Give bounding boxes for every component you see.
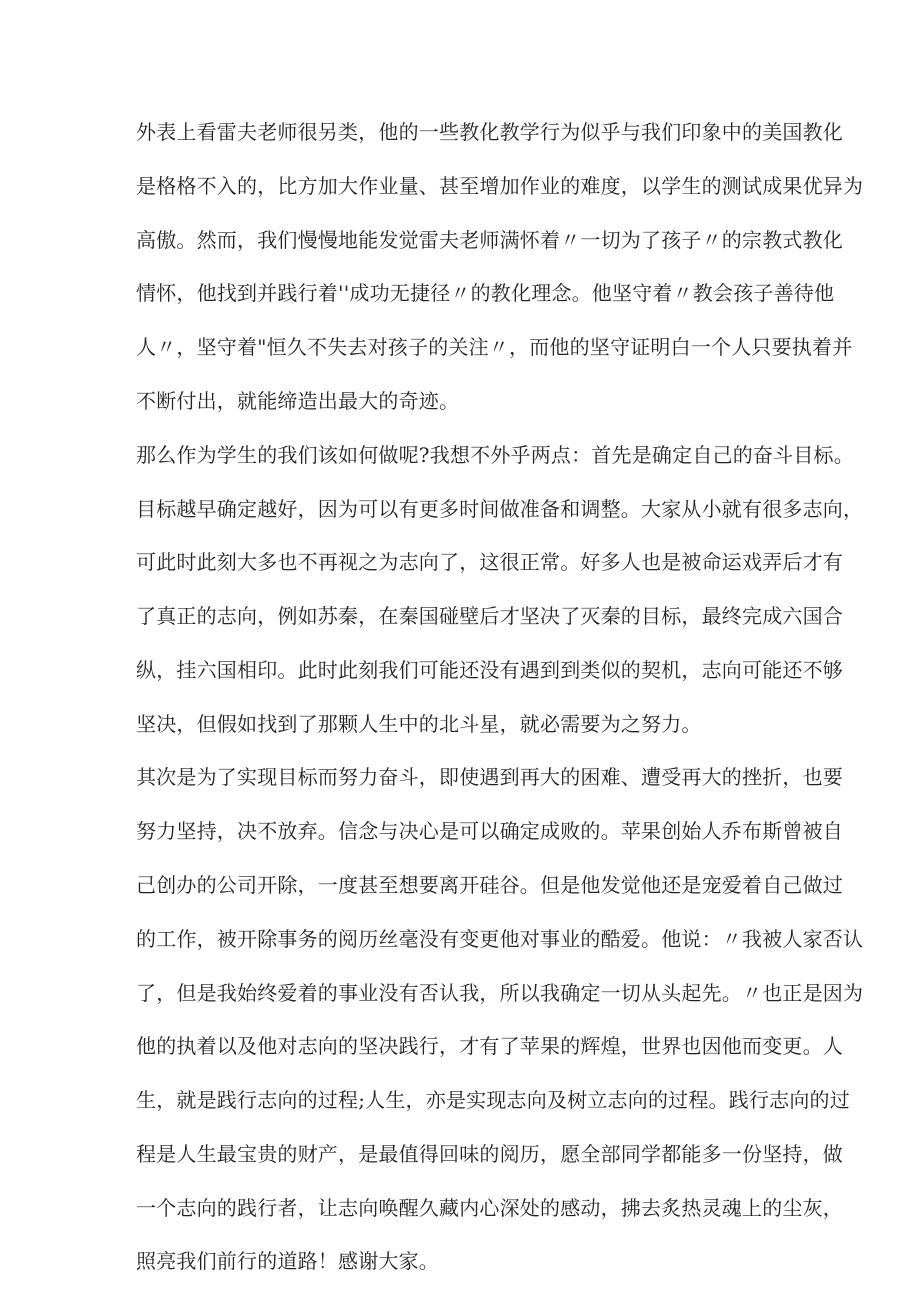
text-line: 目标越早确定越好，因为可以有更多时间做准备和调整。大家从小就有很多志向，: [136, 497, 864, 521]
text-line: 程是人生最宝贵的财产，是最值得回味的阅历，愿全部同学都能多一份坚持，做: [136, 1142, 843, 1166]
text-line: 一个志向的践行者，让志向唤醒久藏内心深处的感动，拂去炙热灵魂上的尘灰，: [136, 1196, 843, 1220]
text-line: 那么作为学生的我们该如何做呢?我想不外乎两点：首先是确定自己的奋斗目标。: [136, 443, 854, 467]
text-line: 了，但是我始终爱着的事业没有否认我，所以我确定一切从头起先。〃也正是因为: [136, 981, 864, 1005]
text-line: 其次是为了实现目标而努力奋斗，即使遇到再大的困难、遭受再大的挫折，也要: [136, 765, 843, 789]
text-line: 外表上看雷夫老师很另类，他的一些教化教学行为似乎与我们印象中的美国教化: [136, 120, 843, 144]
text-line: 情怀，他找到并践行着''成功无捷径〃的教化理念。他坚守着〃教会孩子善待他: [136, 281, 835, 305]
text-line: 高傲。然而，我们慢慢地能发觉雷夫老师满怀着〃一切为了孩子〃的宗教式教化: [136, 228, 843, 252]
text-line: 的工作，被开除事务的阅历丝毫没有变更他对事业的酷爱。他说：〃我被人家否认: [136, 927, 864, 951]
text-line: 不断付出，就能缔造出最大的奇迹。: [136, 389, 460, 413]
text-line: 人〃，坚守着"恒久不失去对孩子的关注〃，而他的坚守证明白一个人只要执着并: [136, 335, 853, 359]
text-line: 努力坚持，决不放弃。信念与决心是可以确定成败的。苹果创始人乔布斯曾被自: [136, 819, 843, 843]
text-line: 是格格不入的，比方加大作业量、甚至增加作业的难度，以学生的测试成果优异为: [136, 174, 864, 198]
text-line: 纵，挂六国相印。此时此刻我们可能还没有遇到到类似的契机，志向可能还不够: [136, 658, 843, 682]
text-line: 他的执着以及他对志向的坚决践行，才有了苹果的辉煌，世界也因他而变更。人: [136, 1034, 843, 1058]
text-line: 坚决，但假如找到了那颗人生中的北斗星，就必需要为之努力。: [136, 712, 702, 736]
text-line: 照亮我们前行的道路！感谢大家。: [136, 1249, 439, 1273]
text-line: 了真正的志向，例如苏秦，在秦国碰壁后才坚决了灭秦的目标，最终完成六国合: [136, 604, 843, 628]
text-line: 己创办的公司开除，一度甚至想要离开硅谷。但是他发觉他还是宠爱着自己做过: [136, 873, 843, 897]
text-line: 生，就是践行志向的过程;人生，亦是实现志向及树立志向的过程。践行志向的过: [136, 1088, 850, 1112]
text-line: 可此时此刻大多也不再视之为志向了，这很正常。好多人也是被命运戏弄后才有: [136, 550, 843, 574]
